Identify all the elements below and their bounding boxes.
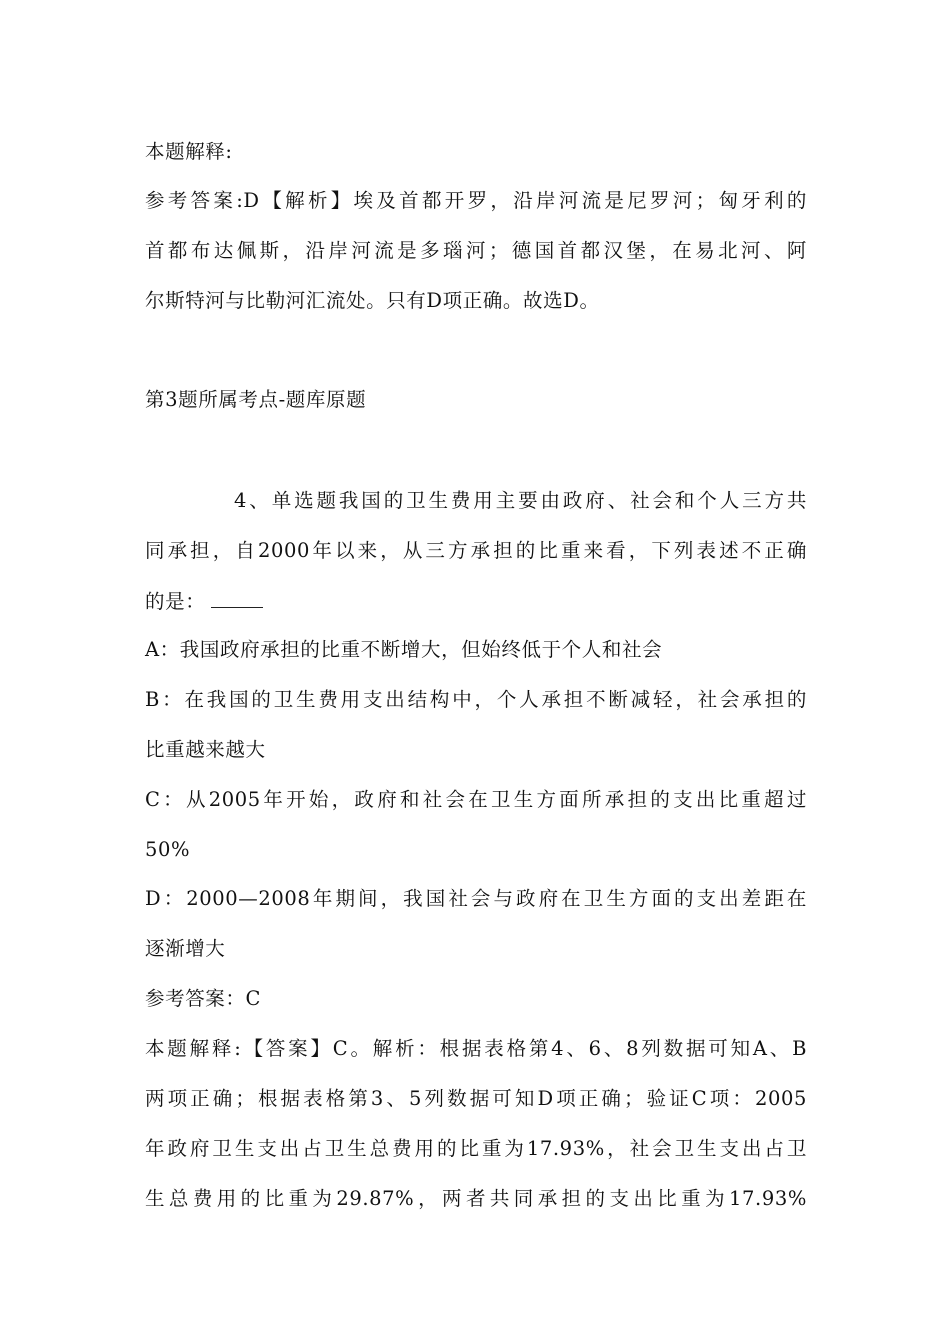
- option-d-line-2: 逐渐增大: [145, 937, 226, 960]
- option-a: A：我国政府承担的比重不断增大，但始终低于个人和社会: [145, 638, 663, 661]
- option-c-line-2: 50%: [145, 838, 191, 861]
- topic-label: 第3题所属考点-题库原题: [145, 388, 367, 411]
- option-b-line-1: B：在我国的卫生费用支出结构中，个人承担不断减轻，社会承担的: [145, 688, 807, 711]
- reference-answer: 参考答案：C: [145, 987, 262, 1010]
- question-stem-line-2: 同承担，自2000年以来，从三方承担的比重来看，下列表述不正确: [145, 539, 807, 562]
- option-c-line-1: C：从2005年开始，政府和社会在卫生方面所承担的支出比重超过: [145, 788, 807, 811]
- answer-analysis-line-1: 参考答案:D【解析】埃及首都开罗，沿岸河流是尼罗河；匈牙利的: [145, 189, 807, 212]
- answer-analysis-line-3: 尔斯特河与比勒河汇流处。只有D项正确。故选D。: [145, 289, 600, 312]
- question-stem-line-1: 4、单选题我国的卫生费用主要由政府、社会和个人三方共: [234, 489, 807, 512]
- explanation-line-4: 生总费用的比重为29.87%，两者共同承担的支出比重为17.93%: [145, 1187, 807, 1210]
- answer-blank: [211, 588, 263, 608]
- explanation-line-2: 两项正确；根据表格第3、5列数据可知D项正确；验证C项：2005: [145, 1087, 807, 1110]
- explanation-heading: 本题解释:: [145, 140, 233, 163]
- question-stem-text: 的是：: [145, 590, 206, 613]
- explanation-line-3: 年政府卫生支出占卫生总费用的比重为17.93%，社会卫生支出占卫: [145, 1137, 807, 1160]
- answer-analysis-line-2: 首都布达佩斯，沿岸河流是多瑙河；德国首都汉堡，在易北河、阿: [145, 239, 807, 262]
- option-b-line-2: 比重越来越大: [145, 738, 266, 761]
- question-stem-line-3: [145, 588, 263, 615]
- explanation-line-1: 本题解释:【答案】C。解析：根据表格第4、6、8列数据可知A、B: [145, 1037, 807, 1060]
- option-d-line-1: D：2000—2008年期间，我国社会与政府在卫生方面的支出差距在: [145, 887, 807, 910]
